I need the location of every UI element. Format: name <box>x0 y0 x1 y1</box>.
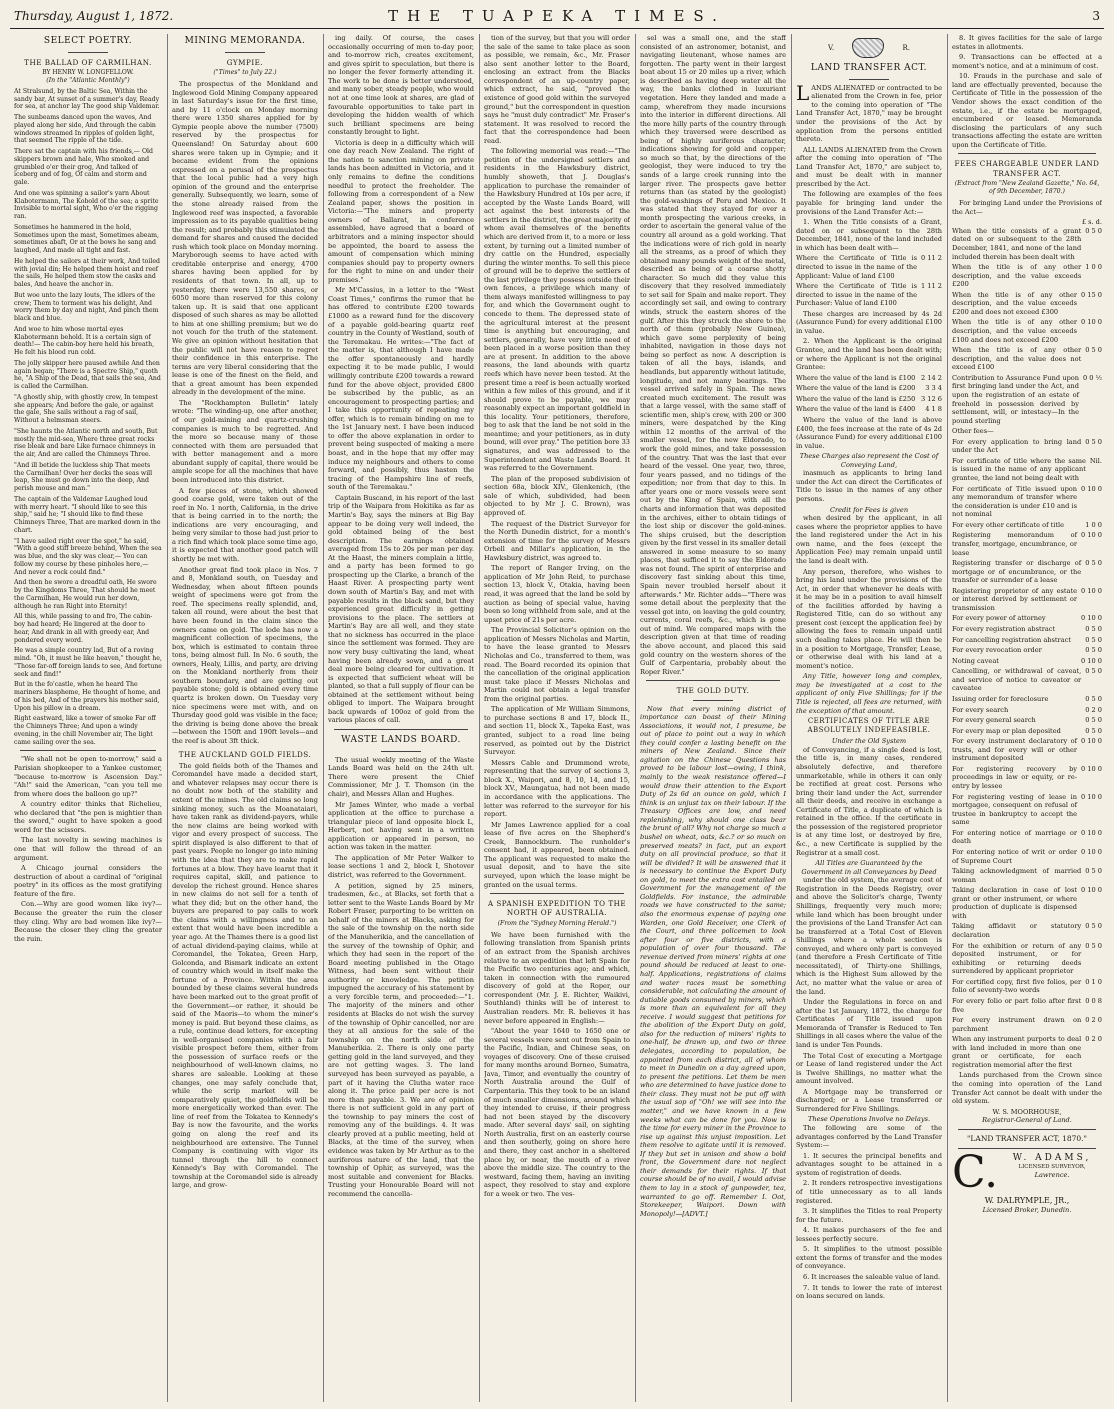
list-item: 10. Frauds in the purchase and sale of land are effectually prevented, because the Certificate of Title in the possession of the Vendor shows the exact condition of the estate, i.e., if the estate be mortgaged, encumbered or leased. Memoranda disclosing the particulars of any such transactions affecting the estate are written upon the Certificate of Title. <box>952 72 1102 149</box>
crest-letter-r: R. <box>902 44 911 52</box>
divider <box>381 751 421 752</box>
fee-description: For every map or plan deposited <box>952 726 1061 735</box>
stanza: "She haunts the Atlantic north and south, But mostly the mid-sea, Where three great rocks rise bleak and bare Like furnace chimneys in the air, And are called the Chimneys Three. <box>14 427 158 459</box>
subheading: CERTIFICATES OF TITLE ARE ABSOLUTELY INDEFEASIBLE. <box>807 717 931 735</box>
paragraph: The Total Cost of executing a Mortgage or Lease of land registered under the Act is Twelve Shillings, no matter what the amount involved. <box>796 1051 942 1086</box>
paragraph: The gold fields both of the Thames and Coromandel have made a decided start, and whatever relapses may occur there is no doubt now both of the stability and extent of the mines. The old claims so long sinking money, such as the Moanataiari, have taken rank as dividend-payers, while the new claims are being worked with vigor and every prospect of success. The spirit displayed is also different to that of past years. People no longer go into mining with the idea that they are to make rapid fortunes at a blow. They have learnt that it requires capital, skill, and patience to develop the richest ground. Hence shares in new claims do not sell for a tenth of what they did; but on the other hand, the buyers are prepared to pay calls to work the claims with a willingness and to an extent that would have been incredible a year ago. At the Thames there is a good list of actual dividend-paying claims, while at Coromandel, the Tokatea, Green Harp, Golconda, and Bismark indicate an extent of country which would in itself make the fortune of a Province. Within the area bounded by these claims several hundreds have been marked out to the great profit of the Government—or rather, it should be said of the Maoris—to whom the miner's money is paid. But beyond these claims, as a rule, continue dead letters, for excepting in well-organised companies with a fair visible prospect before them, either from the possession of surface reefs or the neighbourhood of well-known claims, no shares are saleable. Looking at these changes, one may safely conclude that, while the scrip market will be comparatively quiet, the goldfields will be more energetically worked than ever. The line of reef from the Tokatea to Kennedy's Bay is now the favourite, and the works going on along the reef and its neighbourhood are extensive. The Tunnel Company is continuing with vigor its tunnel through the hill to connect Kennedy's Bay with Coromandel. The township at the Coromandel side is already large, and grow- <box>172 761 318 1190</box>
fee-description: For every instrument drawn on parchment <box>952 1016 1082 1033</box>
fee-description: For every other certificate of title <box>952 520 1065 529</box>
poem-title: THE BALLAD OF CARMILHAN. <box>24 57 152 67</box>
paragraph: We have been furnished with the following translation from Spanish prints of an extract from the Spanish archives relative to an expedition that left Spain for the Pacific two centuries ago; and which, taken in connection with the rumoured discovery of gold at the Roper, our correspondent (Mr. J. E. Richter, Waikivi, Southland) thinks will be of interest to Australian readers. Mr. R. believes it has never before appeared in English:— <box>484 930 630 1025</box>
list-item: 2. When the Applicant is the original Grantee, and the land has been dealt with; or where the Applicant is not the original Grantee: <box>796 337 942 372</box>
column-rule <box>791 34 792 1402</box>
paragraph: The Provincial Solicitor's opinion on the application of Messrs Nicholas and Martin, to have the lease granted to Messrs Nicholas and Co., transferred to them, was read. The Board recorded its opinion that the cancellation of the original application must take place if Messrs Nicholas and Martin could not obtain a legal transfer from the original parties. <box>484 626 630 703</box>
fee-description: For entering notice of marriage or death <box>952 828 1078 846</box>
paragraph: inasmuch as applicants to bring land under the Act can direct the Certificates of Title to issue in the names of any other persons. <box>796 469 942 503</box>
stanza: And then he swore a dreadful oath, He swore by the Kingdoms Three, That should he meet the Carmilhan, He would run her down, although he ran Right into Eternity! <box>14 579 157 610</box>
advertiser-place: Lawrence. <box>1034 1171 1070 1180</box>
issue-date: Thursday, August 1, 1872. <box>14 9 174 23</box>
fee-description: For every registration abstract <box>952 625 1056 634</box>
fee-description: Noting caveat <box>952 656 999 665</box>
fee-row <box>952 625 1102 634</box>
fee-description: Contribution to Assurance Fund upon first bringing land under the Act, and upon the registration of an estate of freehold in possession derived by settlement, will, or intestacy—In the pound sterling <box>952 373 1080 425</box>
paragraph: The application of Mr William Simmons, to purchase sections 8 and 17, block II., and section 11, block X., Tapeka East, was granted, subject to a road line being reserved, as pointed out by the District Surveyor. <box>484 705 630 757</box>
fee-amount: 0 10 0 <box>1081 484 1102 493</box>
divider <box>958 1148 1096 1149</box>
fee-amount: 0 10 0 <box>1081 737 1102 746</box>
fee-row <box>952 521 1102 530</box>
column-mining <box>172 34 318 1402</box>
advertiser-role: LICENSED SURVEYOR, <box>1018 1164 1086 1171</box>
fee-row <box>952 457 1102 483</box>
advert-heading: LAND TRANSFER ACT. <box>810 63 928 73</box>
poem-author: BY HENRY W. LONGFELLOW. <box>42 69 134 77</box>
advert-adams <box>952 1153 1102 1193</box>
fee-amount: 0 5 0 <box>1085 941 1102 950</box>
fee-amount: 0 5 0 <box>1085 635 1102 644</box>
fee-amount: 0 5 0 <box>1085 437 1102 446</box>
signature-title: Registrar-General of Land. <box>982 1116 1072 1125</box>
divider <box>693 700 733 701</box>
fee-amount: 0 10 0 <box>1081 847 1102 856</box>
paragraph: Victoria is deep in a difficulty which will one day reach New Zealand. The right of the nation to sanction mining on private lands has been admitted in Victoria, and it only remains to define the conditions needful to protect the freeholder. The following from a correspondent of a New Zealand paper, shows the position in Victoria:—"The miners and property owners of Ballarat, in conference assembled, have agreed that a board of arbitrators and a mining inspector should be appointed, the board to assess the amount of compensation which mining companies should pay to property owners for the right to mine on and under their premises." <box>328 138 474 284</box>
fee-description: For every application to bring land under the Act <box>952 437 1082 455</box>
fee-row: Where the value of the land is £100 2 14 2 <box>796 373 942 382</box>
fee-description: Other fees— <box>952 427 994 436</box>
list-item: 7. It tends to lower the rate of interest on loans secured on lands. <box>796 1283 942 1301</box>
advertiser-name: W. ADAMS, <box>1012 1152 1092 1163</box>
newspaper-title: THE TUAPEKA TIMES. <box>388 7 726 25</box>
article-heading: WASTE LANDS BOARD. <box>341 735 461 745</box>
paragraph: For bringing Land under the Provisions of the Act— <box>952 199 1102 216</box>
divider <box>646 680 780 681</box>
stanza: "And ill betide the luckless ship That meets the Carmilhan! Over her decks the seas will leap, She must go down into the deep, And perish mouse and man." <box>14 461 153 493</box>
fee-description: For every instrument declaratory of trusts, and for every will or other instrument deposited <box>952 737 1078 763</box>
stanza: And one was spinning a sailor's yarn About Klabotermann, The Kobold of the sea; a sprite Invisible to mortal sight, Who o'er the rigging ran. <box>14 189 159 221</box>
fee-amount: 0 0 8 <box>1085 996 1102 1005</box>
fee-description: When any instrument purports to deal with land included in more than one grant or certificate, for each registration memorial after the first <box>952 1035 1082 1069</box>
fee-amount: 0 2 0 <box>1085 1016 1102 1025</box>
paragraph: The following memorial was read:—"The petition of the undersigned settlers and residents in the Hawksbury district, humbly showeth, that J. Douglas's application to purchase the remainder of the Hawksbury Hundred at 10s per acre, if accepted by the Waste Lands Board, will act against the best interests of the settlers in the district, the great majority of whom avail themselves of the benefits which are derived from it, to a more or less extent, by turning out a limited number of dry cattle on the Hundred, especially during the winter months. To sell this piece of ground will be to deprive the settlers of the last privilege they possess outside their own fences, a privilege which many of them always manifested willingness to pay for, and which the Government ought to concede to them. The depressed state of the agricultural interest at the present time is anything but encouraging, and settlers, generally, have very little need of been placed in a worse position than they are at present. In addition to the above reasons, the land abounds with quartz reefs which have never been tested. At the present time a reef is been actually worked within a few miles of this ground, and if it should prove to be payable, we may reasonably expect an important goldfield in this locality. Your petitioners, therefore, beg to ask that the land be not sold in the meantime; and your petitioners, as in duty bound, will ever pray." The petition bore 33 signatures, and was addressed to the Superintendent and Waste Lands Board. It was referred to the Government. <box>484 147 630 473</box>
fee-amount: 0 10 0 <box>1081 886 1102 895</box>
list-item: 5. It simplifies to the utmost possible extent the forms of transfer and the modes of conveyance. <box>796 1245 942 1271</box>
fee-amount: 0 2 0 <box>1085 705 1102 714</box>
subheading: Credit for Fees is given <box>829 505 909 514</box>
article-heading: THE AUCKLAND GOLD FIELDS. <box>178 750 312 760</box>
fee-row <box>952 227 1102 261</box>
list-item: 2. It renders retrospective investigations of title unnecessary as to all lands registered. <box>796 1179 942 1205</box>
fee-description: For every folio or part folio after first five <box>952 996 1082 1014</box>
fee-description: When the title consists of a grant dated on or subsequent to the 28th December, 1841, and none of the land included therein has been dealt with <box>952 226 1082 261</box>
column-rule <box>635 34 636 1402</box>
fee-amount: 0 15 0 <box>1081 290 1102 299</box>
stanza: He helped the sailors at their work, And toiled with jovial din; He helped them hoist and reef the sails, He helped them stow the casks and bales, And heave the anchor in. <box>14 257 160 289</box>
fee-row <box>952 614 1102 623</box>
fee-description: Taking affidavit or statutory declaration <box>952 922 1082 940</box>
paragraph: "We shall not be open to-morrow," said a Parisian shopkeeper to a Yankee customer, "because to-morrow is Ascension Day." "Ah!" said the American, "can you tell me from where does the balloon go up?" <box>14 755 162 798</box>
stanza: The sunbeams danced upon the waves, And played along her side, And through the cabin windows streamed In ripples of golden light, that seemed The ripple of the tide. <box>14 114 156 145</box>
poem-source: (In the "Atlantic Monthly") <box>46 76 130 84</box>
crest-letter-v: V. <box>827 44 835 52</box>
fee-amount: 0 5 0 <box>1085 922 1102 931</box>
article-heading: THE GOLD DUTY. <box>676 686 750 696</box>
fee-description: When the title is of any other description, and the value exceeds £100 and does not exceed £200 <box>952 318 1078 344</box>
fee-description: For registering vesting of lease in mortgagee, consequent on refusal of trustee in bankruptcy to accept the same <box>952 792 1078 827</box>
fee-row <box>952 886 1102 920</box>
column-5 <box>640 34 786 1402</box>
fee-row <box>952 559 1102 585</box>
fee-amount: 0 10 0 <box>1081 656 1102 665</box>
column-fees <box>952 34 1102 1402</box>
paragraph: Any person, therefore, who wishes to bring his land under the provisions of the Act, in order that whenever he deals with it he may be in a position to avail himself of the facilities afforded by having a Registered Title, can do so without any present cost (except the application fee) by allowing the fees to remain unpaid until such dealing takes place. He will then be in a position to Mortgage, Transfer, Lease, or otherwise deal with his land at a moment's notice. <box>796 567 942 670</box>
paragraph: sel was a small one, and the staff consisted of an astronomer, botanist, and navigating lieutenant, whose names are forgotten. The party went in their largest boat about 15 or 20 miles up a river, which is described as having deep water all the way, the banks clothed in luxuriant vegetation. Here they landed and made a camp, wherefrom they made incursions into the interior in different directions. All the more hilly parts of the country through which they traversed were described as being of highly auriferous character, indications showing for gold and copper; so much so that, by the directions of the geologist, they were induced to try the sands of a large creek running into the larger river. The prospects gave better returns than (as stated by the geologist) the gold-washings of Peru and Mexico. It was stated that they stayed for over a month prospecting the various creeks, in order to ascertain the general value of the country all around as a gold working. That the indications were of rich gold in nearly all the streams, as a proof of which they obtained many pounds weight of the metal, described as being of a coarse shotty character. So much did they value this discovery that they resolved immediately to set sail for Spain and make report. They accordingly set sail, and owing to contrary winds, struck the eastern shores of the gulf. After this they struck the shore to the north of them (probably New Guinea), which gave some perplexity of being inhabited, navigation in those days not being so perfect as now. A description is taken of all the bays, islands, and headlands, but apparently without latitude, longitude, and not many bearings. The vessel arrived safely in Spain. The news created much excitement. The result was that a large vessel, with the same staff of scientific men, ship's crew, with 200 or 300 miners, were despatched by the King within 12 months of the arrival of the smaller vessel, for the new Eldorado, to work the gold mines, and take possession of the country. That was the last that ever heard of the vessel. One year, two, three, four years passed, and no tidings of the expedition; nor from that day to this. In after years one or more vessels were sent out by the King of Spain, with all the charts and information that was deposited in the archives, either to obtain tidings of the lost ship or discover the gold-mines. The ships cruised, but the description given by the first vessel in its smaller detail answered in some measure to so many places, that sufficed it to say the Eldorado was not found. The spirit of enterprise and discovery fast sinking about this time, Spain never troubled herself about it afterwards." Mr. Richter adds—"There was some detail about the perplexity that the vessel got into, on leaving the gold country, currents, coral reefs, &c., which is gone out of mind. We compared maps with the description given at that time of reading the above account, and placed this said gold country on the western shores of the Gulf of Carpentaria, probably about the Roper River." <box>640 34 786 676</box>
fee-amount: 0 5 0 <box>1085 625 1102 634</box>
column-rule <box>323 34 324 1402</box>
fee-row <box>952 716 1102 725</box>
fee-amount: 0 5 0 <box>1085 726 1102 735</box>
paragraph: A Mortgage may be transferred or discharged; or a Lease transferred or Surrendered for Five Shillings. <box>796 1087 942 1113</box>
fee-amount: 0 10 0 <box>1081 828 1102 837</box>
fee-row <box>952 427 1102 436</box>
fee-description: Cancelling, or withdrawal of caveat, and service of notice to caveator or caveatee <box>952 667 1082 693</box>
fee-description: Taking acknowledgment of married woman <box>952 867 1082 884</box>
paragraph: of Conveyancing, if a single deed is lost, the title is, in many cases, rendered absolutely defective, and therefore unmarketable, while in others it can only be rectified at great cost. Persons who bring their land under the Act, surrender all their deeds, and receive in exchange a Certificate of Title, a duplicate of which is retained in the office. If the certificate in the possession of the registered proprietor is at any time lost, or destroyed by fire, &c., a new Certificate is supplied by the Registrar at a small cost. <box>796 745 942 857</box>
stanza: There sat the captain with his friends,— Old skippers brown and hale, Who smoked and grumbled o'er their grog, And talked of iceberg and of fog, Of calm and storm and gale. <box>14 148 153 187</box>
fee-amount: 0 10 0 <box>1081 792 1102 801</box>
column-land-transfer <box>796 34 942 1402</box>
fee-row: Where the value of the land is £400 4 1 8 <box>796 405 942 414</box>
column-rule <box>167 34 168 1402</box>
fee-amount: 0 5 0 <box>1085 867 1102 876</box>
fee-amount: 0 1 0 <box>1085 977 1102 986</box>
column-poetry <box>14 34 162 1402</box>
fee-description: Registering memorandum of transfer, mortgage, encumbrance, or lease <box>952 531 1078 557</box>
fee-row <box>952 374 1102 425</box>
fee-row <box>952 793 1102 827</box>
stanza: The jolly skipper here paused awhile And then again began; "There is a Spectre Ship," quoth he, "A Ship of the Dead, that sails the sea, And is called the Carmilhan. <box>14 359 161 391</box>
stanza: He was a simple country lad, But of a roving mind. "Oh, it must be like heaven," thought he, "Those far-off foreign lands to see, And fortune seek and find!" <box>14 647 162 678</box>
ornamental-letter: C. <box>952 1152 999 1193</box>
currency-header: £ s. d. <box>1081 218 1102 227</box>
fee-amount: 0 2 0 <box>1085 1035 1102 1044</box>
fee-description: When the title is of any other description, and the value exceeds £200 and does not exceed £300 <box>952 290 1078 316</box>
fee-row: Where the Certificate of Title is directed to issue in the name of the Purchaser: Value of land £100 1 11 2 <box>796 282 942 308</box>
fee-row <box>952 737 1102 763</box>
paragraph: Messrs Cable and Drummond wrote, representing that the survey of sections 3, block X., Waipori, and 8, 10, 14, and 15, block XV., Maungatua, had not been made in accordance with the applications. The letter was referred to the surveyor for his report. <box>484 758 630 819</box>
fee-amount: 0 5 0 <box>1085 226 1102 235</box>
stanza: Right eastward, like a tower of smoke Far off the Chimneys Three; And upon a windy evening, in the chill November air, The light came sailing over the sea. <box>14 715 156 746</box>
paragraph: The last novelty in sewing machines is one that will follow the thread of an argument. <box>14 836 162 862</box>
article-source: ("Times" to July 22.) <box>213 69 277 77</box>
list-item: 3. It simplifies the Titles to real Property for the future. <box>796 1207 942 1224</box>
article-heading: A SPANISH EXPEDITION TO THE NORTH OF AUSTRALIA. <box>487 899 627 918</box>
paragraph: These charges are increased by 4s 2d (Assurance Fund) for every additional £100 in value. <box>796 309 942 335</box>
fee-row <box>952 997 1102 1014</box>
divider <box>958 153 1096 154</box>
section-heading: MINING MEMORANDA. <box>184 36 306 46</box>
fee-table <box>952 227 1102 1070</box>
paragraph: Now that every mining district of importance can boast of their Mining Associations, it would not, I presume, be out of place to point out a way in which they could confer a lasting benefit on the miners of New Zealand. Since their agitation on the Chinese Questions has proved to be labour lost—owing, I think, mainly to the weak resistance offered—I would draw their attention to the Export Duty of 2s 6d an ounce on gold, which I think is an unjust tax on their labour. If the Treasury Offices are low, and need replenishing, why should one class bear the brunt of all? Why not charge so much a bushel on wheat, oats, &c.? or so much on preserved meats? in fact, put an export duty on all provincial produce, so that it will be divided? It will be answered that it is necessary to continue the Export Duty on gold, to meet the extra cost entailed on Government for the management of the Goldfields. For instance, the admirable roads we have constructed to the same; also the enormous expense of paying one Warden, one Gold Receiver, one Clerk of the Court, and three policemen to look after four or five districts, with a population of over four thousand. The revenue derived from miners' rights at one pound should be reduced at least to one-half. Applications, registrations of claims and water races must be something considerable, not calculating the amount of dutiable goods consumed by miners, which is more than an equivalent for all they receive. I would suggest that petitions for the abolition of the Export Duty on gold, also for the reduction of miners' rights to one-half, be drawn up, and two or three delegates, according to population, be appointed from each district, all of whom to meet in Dunedin on a day agreed upon, to present the petitions. Let them be men who are determined to have justice done to their class. They must not be put off with the usual sop of "Oh! we will see into the matter," and we have known in a few weeks what can be done for you. Now is the time for every miner in the Province to rise up against this unjust imposition. Let them resolve to agitate until it is removed. If they but set in unison and show a bold front, the Government dare not neglect their demands for their rights. If that course should be of no avail, I would advise them to lay in a stock of gunpowder, tea, warranted to go off. Remember I. Oot, Storekeeper, Waipori. Down with Monopoly!—[ADVT.] <box>640 704 786 1218</box>
fee-row <box>952 291 1102 317</box>
paragraph: under the old system, the average cost of Registration in the Deeds Registry, over and above the Solicitor's charge, Twenty Shillings, frequently very much more; while land which has been brought under the provisions of the Land Transfer Act can be transferred at a Total Cost of Eleven Shillings where a whole section is conveyed, and where only part is conveyed (and therefore a Fresh Certificate of Title necessitated), of Thirty-one Shillings, which is the Highest Sum allowed by the Act, no matter what the value or area of the land. <box>796 876 942 996</box>
fee-row: Where the Certificate of Title is directed to issue in the name of the Applicant: Value of land £100 0 11 2 <box>796 254 942 280</box>
article-heading: GYMPIE. <box>226 57 264 67</box>
fee-row <box>952 1016 1102 1033</box>
fee-row <box>952 922 1102 939</box>
paragraph: Mr James Lawrence applied for a coal lease of five acres on the Shepherd's Creek, Bannockburn. The runholder's consent had, it appeared, been obtained. The applicant was requested to make the usual deposit, and to have the site surveyed, upon which the lease might be granted on the usual terms. <box>484 820 630 889</box>
paragraph: tion of the survey, but that you will order the sale of the same to take place as soon as possible, we remain, &c., Mr. Fraser also sent another letter to the Board, enclosing an extract from the Blacks correspondent of an up-country paper, which extract, he said, "proved the existence of good gold within the surveyed ground," but the correspondent in question says he "must duly contradict" Mr. Fraser's statement. It was resolved to record the fact that the correspondence had been read. <box>484 34 630 145</box>
fee-amount: 0 0 ½ <box>1083 373 1102 382</box>
fee-description: When the title is of any other description, and the value does not exceed £100 <box>952 346 1082 372</box>
paragraph: Con.—Why are good women like ivy?—Because the greater the ruin the closer they cling. Why are bad women like ivy?—Because the closer they cling the greater the ruin. <box>14 900 162 943</box>
signature-name: W. S. MOORHOUSE, <box>992 1107 1062 1116</box>
stanza: "A ghostly ship, with ghostly crew, In tempest she appears; And before the gale, or against the gale, She sails without a rag of sail, Without a helmsman steers. <box>14 393 158 425</box>
paragraph: A country editor thinks that Richelieu, who declared that "the pen is mightier than the sword," ought to have spoken a good word for the scissors. <box>14 800 162 834</box>
stanza: Sometimes he hammered in the hold, Sometimes upon the mast, Sometimes abeam, sometimes abaft, Or at the bows he sang and laughed, And made all tight and fast. <box>14 223 159 255</box>
column-rule <box>479 34 480 1402</box>
fee-description: For certified copy, first five folios, per folio of seventy-two words <box>952 977 1082 995</box>
coat-of-arms-icon <box>852 38 884 58</box>
fee-description: Taking declaration in case of lost grant or other instrument, or where production of duplicate is dispensed with <box>952 886 1078 920</box>
fee-description: For every power of attorney <box>952 614 1046 623</box>
fee-description: When the title is of any other description, and the value exceeds £200 <box>952 263 1082 289</box>
stanza: The captain of the Valdemar Laughed loud with merry heart. "I should like to see this ship," said he; "I should like to find these Chimneys Three, That are marked down in the chart. <box>14 495 161 534</box>
fee-row <box>952 485 1102 519</box>
fee-description: For cancelling registration abstract <box>952 635 1071 644</box>
paragraph: The prospectus of the Monkland and Inglewood Gold Mining Company appeared in last Saturday's issue for the first time, and by 11 o'clock on Monday morning there were 1350 shares applied for by Gympie people above the number (7500) reserved by the prospectus for Queensland! On Saturday about 600 shares were taken up in Gympie; and it became evident from the opinions expressed on a perusal of the prospectus that the local public had a very high opinion of the ground and the enterprise generally. Subsequently, we learn, some of the stone already raised from the Inglewood reef was inspected, a favorable impression as to its payable qualities being the result; and probably this stimulated the demand for shares and caused the decided rush which took place on Monday morning. Maryborough seems to have acted with creditable enterprise and energy, 4700 shares having been applied for by residents of that town. In all, up to yesterday, there were 13,550 shares, or 6050 more than reserved for this colony taken up. It is said that one applicant disposed of such shares as may be allotted to him at one shilling premium; but we do not vouch for the truth of the statement. We give an opinion without hesitation that the public will not have reason to regret their confidence in this enterprise. The terms are very liberal considering that the lease is one of the finest on the field, and that a great amount has been expended already in the development of the mine. <box>172 80 318 397</box>
paragraph: Captain Buscand, in his report of the last trip of the Waipara from Hokitika as far as Martin's Bay, says the miners at Big Bay appear to be doing very well indeed, the gold obtained being of the best description. The earnings obtained averaged from 15s to 20s per man per day. At the Haast, the miners complain a little, and a party has been formed to go prospecting up the Clarke, a branch of the Haast River. A prospecting party went down south of Martin's Bay, and met with payable results in the black sand, but they experienced great difficulty in getting provisions to the place. The settlers at Martin's Bay are all well, and they state that no sickness has occurred in the place since the settlement was formed. They are now very busy cultivating the land, wheat having been already sown, and a great deal more being cleared for cultivation. It is expected that sufficient wheat will be planted, so that a full supply of flour can be obtained at the settlement without being obliged to import. The Waipara brought back upwards of 100oz of gold from the various places of call. <box>328 493 474 725</box>
fee-description: For the exhibition or return of any deposited instrument, or for exhibiting or returning deeds surrendered by applicant proprietor <box>952 941 1082 976</box>
paragraph: when desired by the applicant, in all cases where the proprietor applies to have the land registered under the Act in his own name, and the fees (except the Application Fee) may remain unpaid until the land is dealt with. <box>796 514 942 565</box>
paragraph: Mr James Winter, who made a verbal application at the office to purchase a triangular piece of land opposite block L, Herbert, not having sent in a written application or appeared in person, no action was taken in the matter. <box>328 800 474 852</box>
stanza: But in the fo'castle, when he heard The mariners blaspheme, He thought of home, and of his bed, And of the prayers his mother said, Upon his pillow in a dream. <box>14 681 161 712</box>
paragraph: A few pieces of stone, which showed good coarse gold, were taken out of the reef in No. 1 north, California, in the drive that is being carried in to the north; the indications are very encouraging, and being very similar to those had just prior to a rich find which took place some time ago, it is expected that another good patch will shortly be met with. <box>172 486 318 564</box>
divider <box>490 893 624 894</box>
drop-cap: L <box>796 80 810 105</box>
paragraph: Any Title, however long and complex, may be investigated at a cost to the applicant of only Five Shillings; for if the Title is rejected, all fees are returned, with the exception of that amount. <box>796 672 942 715</box>
fee-description: For certificate of title where the same is issued in the name of any applicant grantee, the land not being dealt with <box>952 456 1086 483</box>
list-item: 4. It makes purchasers of the fee and lessees perfectly secure. <box>796 1226 942 1243</box>
fee-row: Where the value of the land is £250 3 12 6 <box>796 394 942 403</box>
stanza: "I have sailed right over the spot," he said, "With a good stiff breeze behind, When the sea was blue, and the sky was clear,— You can follow my course by these pinholes here,— And never a rock could find." <box>14 537 162 576</box>
divider <box>68 52 108 53</box>
poem-body <box>14 88 162 747</box>
paragraph: The usual weekly meeting of the Waste Lands Board was held on the 24th ult. There were present the Chief Commissioner, Mr J. T. Thomson (in the chair), and Messrs Allan and Hughes. <box>328 755 474 798</box>
fee-row <box>952 587 1102 613</box>
subheading: These Charges also represent the Cost of Conveying Land, <box>799 452 939 469</box>
fee-amount: 0 10 0 <box>1081 318 1102 327</box>
fee-row <box>952 646 1102 655</box>
advertiser-role: Licensed Broker, Dunedin. <box>982 1205 1072 1214</box>
advert-title: "LAND TRANSFER ACT, 1870." <box>966 1133 1088 1143</box>
fee-row <box>952 706 1102 715</box>
fee-row <box>952 667 1102 693</box>
list-item: 1. It secures the principal benefits and advantages sought to be attained in a system of registration of deeds. <box>796 1151 942 1177</box>
paragraph: The plan of the proposed subdivision of section 68a, block XIV., Glenkenich, (the sale of which, subdivided, had been objected to by Mr J. C. Brown), was approved of. <box>484 474 630 517</box>
advert-heading: FEES CHARGEABLE UNDER LAND TRANSFER ACT. <box>954 159 1100 178</box>
paragraph: The following are some of the advantages conferred by the Land Transfer System:— <box>796 1124 942 1150</box>
paragraph: ing daily. Of course, the cases occasionally occurring of men to-day poor, and to-morrow rich, creates excitement, and gives spirit to speculation, but there is no longer the fever formerly attending it. The work to be done is better understood, and many sober, steady people, who would not at one time look at shares, are glad of favourable opportunities to take part in developing the hidden wealth of which such brilliant specimens are being constantly brought to light. <box>328 34 474 137</box>
list-item: 6. It increases the saleable value of land. <box>803 1273 941 1281</box>
paragraph: The "Rockhampton Bulletin" lately wrote: "The winding-up, one after another, of our gold-mining and quartz-crushing companies is much to be regretted. And the more so because many of those connected with them are persuaded that with better management and a more abundant supply of capital, there would be ample scope for all the machines that have been introduced into this district. <box>172 398 318 484</box>
fee-amount: 0 5 0 <box>1085 559 1102 568</box>
fee-description: For registering recovery by proceedings in law or equity, or re-entry by lessee <box>952 764 1078 791</box>
column-4 <box>484 34 630 1402</box>
fee-row <box>952 657 1102 666</box>
paragraph: Lands purchased from the Crown since the coming into operation of the Land Transfer Act cannot be dealt with under the old system. <box>952 1071 1102 1106</box>
fee-row <box>952 438 1102 455</box>
divider <box>225 52 265 53</box>
page-number: 3 <box>1092 9 1100 23</box>
paragraph: The application of Mr Peter Walker to lease sections 1 and 2, block I, Shotover district, was referred to the Government. <box>328 853 474 879</box>
section-heading: SELECT POETRY. <box>43 36 133 46</box>
fee-row <box>952 531 1102 557</box>
paragraph: ALL LANDS ALIENATED from the Crown after the coming into operation of "The Land Transfer Act, 1870," are subject to, and must be dealt with in manner prescribed by the Act. <box>796 145 942 188</box>
divider <box>20 750 156 751</box>
subheading: Under the Old System <box>831 737 907 746</box>
paragraph: The report of Ranger Irving, on the application of Mr John Reid, to purchase section 13, block V., Otakia, having been read, it was agreed that the land be sold by auction as being of special value, having been so long withheld from sale, and at the upset price of 21s per acre. <box>484 564 630 624</box>
paragraph: A petition, signed by 25 miners, tradesmen, &c., at Blacks, set forth that a letter sent to the Waste Lands Board by Mr Robert Fraser, purporting to be written on behalf of the miners at Blacks, asking for the sale of the township on the north side of the Manuherikia, and the cancellation of the survey of the township of Ophir, and which they had seen in the report of the Board meeting published in the Otago Witness, had been sent without their authority or knowledge. The petition impugned the accuracy of his statement by a very forcible term, and proceeded:—"1. The majority of the miners and other residents at Blacks do not wish the survey of the township of Ophir cancelled, nor are they at all anxious for the sale of the township on the north side of the Manuherikia. 2. There is only one party getting gold in the land surveyed, and they are not getting wages. 3. The land surveyed has been surveyed as payable, a part of it having the Clutha water race along it. The price paid per acre is not more than payable. 3. We are of opinion there is not sufficient gold in any part of the township to pay miners the cost of removing any of the buildings. 4. It was clearly proved at a public meeting, held at Blacks, at the time of the survey, when evidence was taken by Mr Arthur as to the auriferous nature of the land, that the township of Ophir, as surveyed, was the most suitable and convenient for Blacks. Trusting your Honourable Board will not recommend the cancella- <box>328 881 474 1198</box>
fee-description: For certificate of Title issued upon any memorandum of transfer where the consideration is under £10 and is not nominal <box>952 484 1078 519</box>
fee-amount: 0 10 0 <box>1081 531 1102 540</box>
fee-amount: 0 5 0 <box>1085 716 1102 725</box>
stanza: And woe to him whose mortal eyes Klabotermann behold. It is a certain sign of death!— The cabin-boy here held his breath, He felt his blood run cold. <box>14 325 155 357</box>
divider <box>849 79 889 80</box>
fee-row <box>952 346 1102 372</box>
fee-row <box>952 263 1102 289</box>
stanza: At Stralsund, by the Baltic Sea, Within the sandy bar, At sunset of a summer's day, Ready for sea, at anchor lay The good ship Valdemar. <box>14 87 160 111</box>
subheading: All Titles are Guaranteed by the Government in all Conveyances by Deed <box>801 859 937 876</box>
fee-amount: 0 10 0 <box>1081 764 1102 773</box>
fee-row <box>952 829 1102 846</box>
divider <box>334 729 468 730</box>
paragraph: A Chicago journal considers the destruction of about a cardinal of "original poetry" in its offices as the most gratifying feature of the fire. <box>14 864 162 898</box>
fee-description: Registering proprietor of any estate or interest derived by settlement or transmission <box>952 586 1078 612</box>
paragraph: Mr M'Cassius, in a letter to the "West Coast Times," confirms the rumor that he has offered to contribute £200 towards £1000 as a reward fund for the discovery of a payable gold-bearing quartz reef country in the County of Westland, south of the Teremakau. He writes:—"The fact of the matter is, that although I have made the offer spontaneously and hardly expecting it to be made public, I would willingly contribute £200 towards a reward fund for the above object, provided £800 be subscribed by the public, as an encouragement to prospecting parties; and I take this opportunity of repeating my offer, which is to remain binding on me to the 1st January next. I have been induced to offer the above explanation in order to prevent being suspected of making a mere boast, and in the hope that my offer may induce my neighbours and others to come forward, and possibly, thus hasten the tracing of the Hampshire line of reefs, south of the Teremakau." <box>328 286 474 492</box>
fee-description: Registering transfer or discharge of mortgage or of encumbrance, or the transfer or surrender of a lease <box>952 559 1082 585</box>
fee-row <box>952 978 1102 995</box>
fee-row <box>952 636 1102 645</box>
fee-row <box>952 765 1102 791</box>
advertiser-name: W. DALRYMPLE, JR., <box>984 1195 1070 1205</box>
fee-row <box>952 848 1102 865</box>
list-item: 8. It gives facilities for the sale of large estates in allotments. <box>952 34 1102 51</box>
fee-row <box>952 1035 1102 1069</box>
paragraph: "About the year 1640 to 1650 one or several vessels were sent out from Spain to the Pacific, Indian, and Chinese seas, on voyages of discovery. One of these cruised for many months around Borneo, Sumatra, Java, Timor, and eventually the country of North Australia around the Gulf of Carpentaria. This they took to be an island of much smaller dimensions, around which they intended to cruise, if their progress had not been stayed by the discovery made. After several days' sail, on sighting North Australia, first on an easterly course and then southerly, going on shore here and there, they cast anchor in a sheltered place by, or near, the mouth of a river above the middle size. The country to the westward, facing them, having an inviting aspect, they resolved to stay and explore for a week or two. The ves- <box>484 1027 630 1198</box>
fee-row <box>952 727 1102 736</box>
fee-row: Where the value of the land is £200 3 3 4 <box>796 384 942 393</box>
paragraph: Another great find took place in Nos. 7 and 8, Monkland south, on Tuesday and Wednesday, when about fifteen pounds weight of specimens were got from the reef. The specimens really splendid, and, taken all round, were about the best that have been found in the claim since the owners came on gold. The lode has now a magnificent collection of specimens, the box, which is estimated to contain three tons, being almost full. In No. 6 south, the owners, Healy, Lillis, and party, are driving on the Monkland northerly from their southern boundary, and are getting out payable stone; gold is obtained every time quartz is broken down. On Tuesday very nice specimens were met with, and on Thursday good gold was visible in the face; the driving is being done above the break—between the 150ft and 190ft levels—and the reef is about 3ft thick. <box>172 565 318 745</box>
extract-source: (Extract from "New Zealand Gazette," No. 64, of 9th December, 1870.) <box>954 180 1100 196</box>
subheading: These Operations Involve no Delays. <box>807 1115 931 1124</box>
fee-amount: 0 10 0 <box>1081 614 1102 623</box>
fee-row <box>952 867 1102 884</box>
masthead <box>10 6 1104 29</box>
fee-amount: Nil. <box>1089 456 1102 465</box>
fee-description: For every revocation order <box>952 646 1042 655</box>
fee-description: For every search <box>952 705 1009 714</box>
fee-amount: 0 5 0 <box>1085 346 1102 355</box>
paragraph: Under the Regulations in force on and after the 1st January, 1872, the charge for Certificates of Title issued upon Memoranda of Transfer is Reduced to Ten Shillings in all cases where the value of the land is under Ten Pounds. <box>796 998 942 1049</box>
column-3 <box>328 34 474 1402</box>
fee-amount: 0 5 0 <box>1085 667 1102 676</box>
divider <box>958 1129 1096 1130</box>
paragraph: ANDS ALIENATED or contracted to be alienated from the Crown in fee, prior to the coming into operation of "The Land Transfer Act, 1870," may be brought under the provisions of the Act by application from the persons entitled thereto. <box>796 83 942 144</box>
fee-amount: 0 10 0 <box>1081 586 1102 595</box>
list-item: 9. Transactions can be effected at a moment's notice, and at a minimum of cost. <box>952 53 1102 70</box>
fee-amount: 0 5 0 <box>1085 646 1102 655</box>
article-source: (From the "Sydney Morning Herald.") <box>497 919 617 927</box>
fee-amount: 1 0 0 <box>1085 520 1102 529</box>
stanza: But woe unto the lazy louts, The idlers of the crew; Them to torment was his delight, And worry them by day and night, And pinch them black and blue. <box>14 291 159 323</box>
fee-description: For every general search <box>952 716 1036 725</box>
fee-description: Issuing order for foreclosure <box>952 694 1049 703</box>
royal-crest <box>796 38 942 58</box>
fee-amount: 0 5 0 <box>1085 694 1102 703</box>
paragraph: The request of the District Surveyor for the North Dunedin district, for a month's extension of time for the survey of Messrs Orbell and Millar's application, in the Hawksbury district, was agreed to. <box>484 519 630 562</box>
list-item: 1. When the Title consists of a Grant, dated on or subsequent to the 28th December, 1841, none of the land included in which has been dealt with— <box>796 218 942 252</box>
stanza: All this, while passing to and fro, The cabin-boy had heard; He lingered at the door to hear, And drank in all with greedy ear, And pondered every word. <box>14 613 153 644</box>
fee-description: For entering notice of writ or order of Supreme Court <box>952 847 1078 865</box>
column-rule <box>947 34 948 1402</box>
paragraph: The following are examples of the fees payable for bringing land under the provisions of the Land Transfer Act:— <box>796 190 942 216</box>
fee-row <box>952 942 1102 976</box>
fee-amount: 1 0 0 <box>1085 263 1102 272</box>
paragraph: Where the value of the land is above £400, the fees increase at the rate of 4s 2d (Assurance Fund) for every additional £100 in value. <box>796 415 942 450</box>
fee-row <box>952 695 1102 704</box>
fee-row <box>952 318 1102 344</box>
